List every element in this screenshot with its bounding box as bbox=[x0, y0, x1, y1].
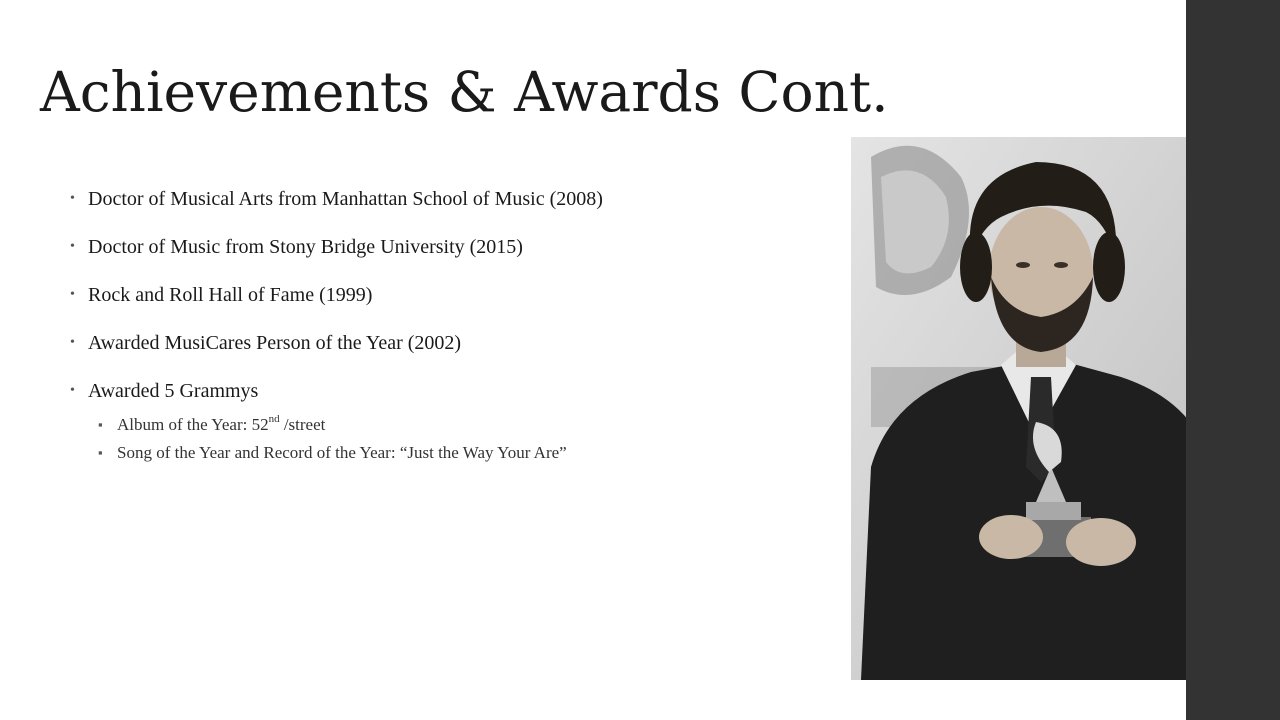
sub-bullet-item bbox=[70, 411, 830, 439]
bullet-list bbox=[70, 183, 830, 467]
bullet-item bbox=[70, 279, 830, 311]
photo-illustration bbox=[851, 137, 1227, 680]
right-accent-bar bbox=[1186, 0, 1280, 720]
bullet-item bbox=[70, 183, 830, 215]
sub-bullet-text-prefix: Album of the Year: 52 bbox=[117, 415, 269, 434]
bullet-item bbox=[70, 231, 830, 263]
slide-title: Achievements & Awards Cont. bbox=[40, 60, 889, 124]
bullet-item bbox=[70, 327, 830, 359]
sub-bullet-icon: ▪ bbox=[98, 417, 103, 432]
sub-bullet-text: Song of the Year and Record of the Year: “Just the Way Your Are” bbox=[117, 443, 567, 462]
bullet-text: Doctor of Musical Arts from Manhattan School of Music (2008) bbox=[88, 188, 603, 210]
bullet-text: Rock and Roll Hall of Fame (1999) bbox=[88, 284, 373, 306]
photo-man-holding-grammy bbox=[851, 137, 1227, 680]
bullet-icon: • bbox=[70, 191, 75, 206]
ordinal-suffix: nd bbox=[268, 413, 280, 426]
sub-bullet-icon: ▪ bbox=[98, 445, 103, 460]
bullet-text: Awarded MusiCares Person of the Year (2002) bbox=[88, 332, 462, 354]
bullet-icon: • bbox=[70, 335, 75, 350]
bullet-item bbox=[70, 375, 830, 407]
bullet-icon: • bbox=[70, 287, 75, 302]
sub-bullet-item bbox=[70, 439, 830, 467]
bullet-icon: • bbox=[70, 383, 75, 398]
bullet-text: Awarded 5 Grammys bbox=[88, 380, 259, 402]
bullet-icon: • bbox=[70, 239, 75, 254]
bullet-text: Doctor of Music from Stony Bridge University (2015) bbox=[88, 236, 523, 258]
sub-bullet-text-suffix: /street bbox=[279, 415, 326, 434]
